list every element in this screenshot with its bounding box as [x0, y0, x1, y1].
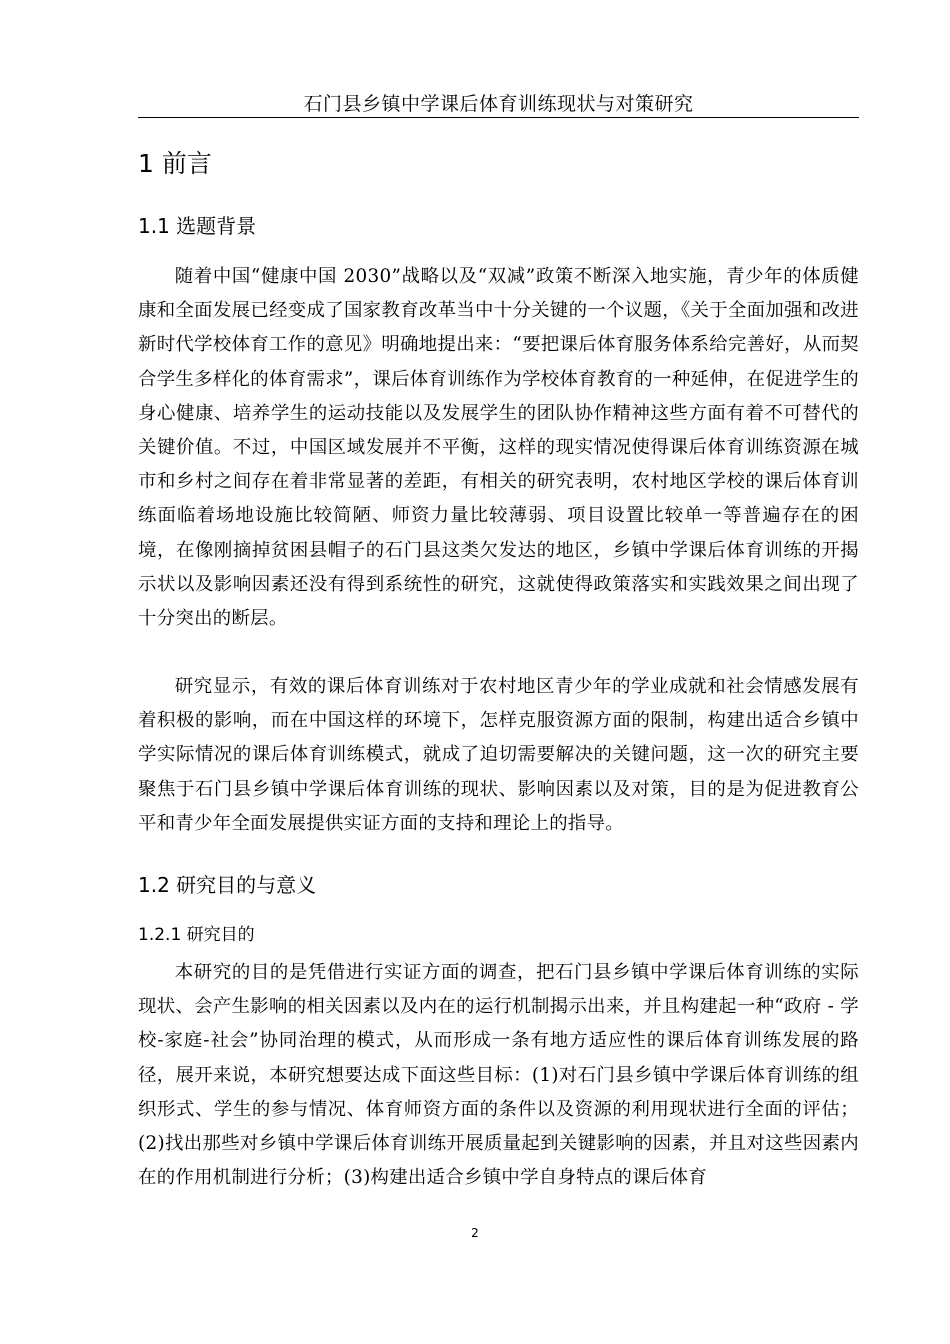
paragraph-background-2: 研究显示，有效的课后体育训练对于农村地区青少年的学业成就和社会情感发展有着积极的影响，而在中国这样的环境下，怎样克服资源方面的限制，构建出适合乡镇中学实际情况的课后体育训练模式，就成了迫切需要解决的关键问题，这一次的研究主要聚焦于石门县乡镇中学课后体育训练的现状、影响因素以及对策，目的是为促进教育公平和青少年全面发展提供实证方面的支持和理论上的指导。	[138, 676, 859, 834]
paragraph-research-purpose: 本研究的目的是凭借进行实证方面的调查，把石门县乡镇中学课后体育训练的实际现状、会产生影响的相关因素以及内在的运行机制揭示出来，并且构建起一种“政府 - 学校-家庭-社会”协同治理的模式，从而形成一条有地方适应性的课后体育训练发展的路径，展开来说，本研究想要达成下面这些目标：(1)对石门县乡镇中学课后体育训练的组织形式、学生的参与情况、体育师资方面的条件以及资源的利用现状进行全面的评估；(2)找出那些对乡镇中学课后体育训练开展质量起到关键影响的因素，并且对这些因素内在的作用机制进行分析；(3)构建出适合乡镇中学自身特点的课后体育	[138, 962, 859, 1189]
section-heading-1-2-1: 1.2.1 研究目的	[138, 925, 255, 945]
page-number: 2	[471, 1226, 479, 1240]
section-heading-1-2: 1.2 研究目的与意义	[138, 873, 317, 897]
paragraph-background-1: 随着中国“健康中国 2030”战略以及“双减”政策不断深入地实施，青少年的体质健康和全面发展已经变成了国家教育改革当中十分关键的一个议题，《关于全面加强和改进新时代学校体育工作的意见》明确地提出来：“要把课后体育服务体系给完善好，从而契合学生多样化的体育需求”，课后体育训练作为学校体育教育的一种延伸，在促进学生的身心健康、培养学生的运动技能以及发展学生的团队协作精神这些方面有着不可替代的关键价值。不过，中国区域发展并不平衡，这样的现实情况使得课后体育训练资源在城市和乡村之间存在着非常显著的差距，有相关的研究表明，农村地区学校的课后体育训练面临着场地设施比较简陋、师资力量比较薄弱、项目设置比较单一等普遍存在的困境，在像刚摘掉贫困县帽子的石门县这类欠发达的地区，乡镇中学课后体育训练的开揭示状以及影响因素还没有得到系统性的研究，这就使得政策落实和实践效果之间出现了十分突出的断层。	[138, 266, 859, 630]
section-heading-1-1: 1.1 选题背景	[138, 214, 257, 238]
running-header: 石门县乡镇中学课后体育训练现状与对策研究	[303, 93, 694, 115]
section-heading-1: 1 前言	[138, 149, 212, 178]
header-rule	[138, 117, 859, 118]
